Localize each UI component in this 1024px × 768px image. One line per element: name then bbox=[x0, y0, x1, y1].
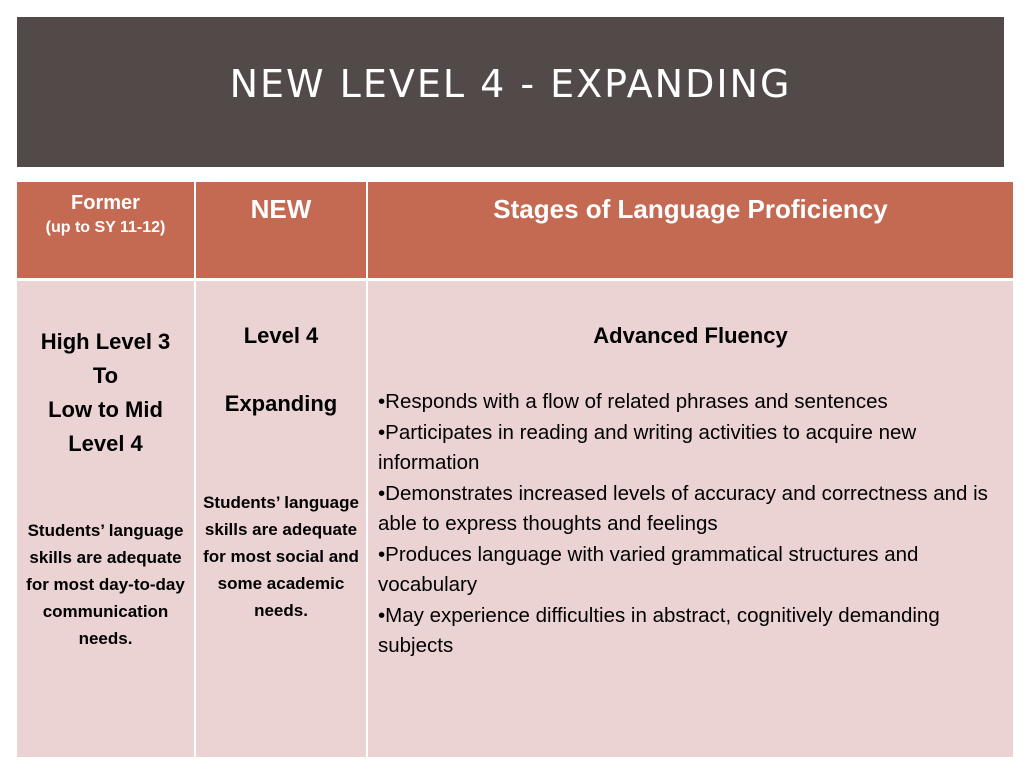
former-description: Students’ language skills are adequate for most day-to-day communication needs. bbox=[26, 521, 185, 648]
header-new: NEW bbox=[195, 182, 367, 280]
header-former-sub: (up to SY 11-12) bbox=[45, 219, 166, 236]
header-stages: Stages of Language Proficiency bbox=[367, 182, 1013, 280]
former-line-2: To bbox=[92, 363, 119, 388]
stage-bullet: •May experience difficulties in abstract, cognitively demanding subjects bbox=[378, 603, 940, 657]
cell-stages bbox=[367, 280, 1013, 758]
cell-former bbox=[17, 280, 195, 758]
stage-bullets bbox=[378, 387, 1003, 662]
header-row bbox=[17, 182, 1013, 280]
new-level: Level 4 bbox=[243, 323, 319, 348]
cell-new bbox=[195, 280, 367, 758]
former-line-3: Low to Mid bbox=[48, 397, 163, 422]
stage-bullet: •Responds with a flow of related phrases and sentences bbox=[378, 390, 888, 413]
header-former bbox=[17, 182, 195, 280]
proficiency-table bbox=[17, 182, 1013, 757]
new-level-name: Expanding bbox=[224, 391, 338, 416]
former-line-1: High Level 3 bbox=[40, 329, 171, 354]
title-banner bbox=[17, 17, 1004, 167]
slide-title: NEW LEVEL 4 - EXPANDING bbox=[229, 62, 792, 106]
stage-bullet: •Demonstrates increased levels of accuracy and correctness and is able to express thoughts and feelings bbox=[378, 481, 988, 535]
former-line-4: Level 4 bbox=[68, 431, 143, 456]
new-description: Students’ language skills are adequate for most social and some academic needs. bbox=[203, 493, 359, 620]
stage-bullet: •Participates in reading and writing activities to acquire new information bbox=[378, 420, 917, 474]
stage-title: Advanced Fluency bbox=[593, 323, 788, 348]
header-former-label: Former bbox=[71, 192, 140, 214]
body-row bbox=[17, 280, 1013, 758]
stage-bullet: •Produces language with varied grammatical structures and vocabulary bbox=[378, 542, 919, 596]
